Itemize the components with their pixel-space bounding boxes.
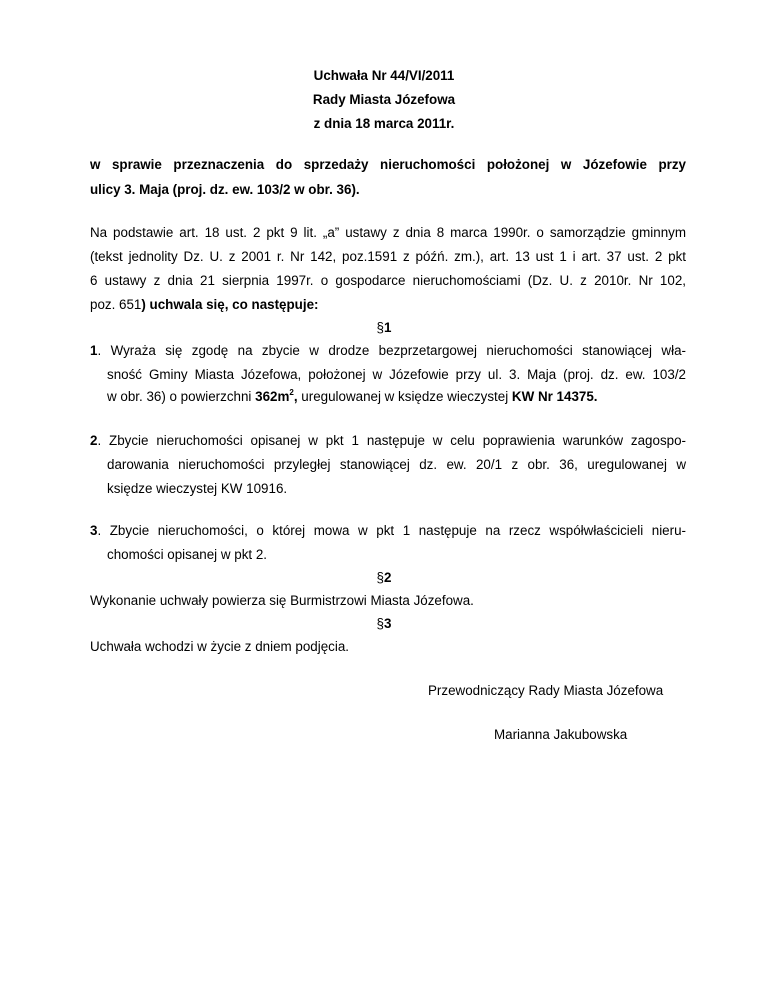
signatory-title: Przewodniczący Rady Miasta Józefowa: [428, 683, 664, 698]
enacting-clause: ) uchwala się, co następuje:: [141, 297, 319, 312]
point-1-line-2: sność Gminy Miasta Józefowa, położonej w Józefowie przy ul. 3. Maja (proj. dz. ew. 103/2: [107, 367, 686, 382]
land-register-number: KW Nr 14375.: [511, 389, 598, 404]
section-3-text: Uchwała wchodzi w życie z dniem podjęcia.: [90, 639, 349, 654]
section-number: 1: [384, 320, 392, 335]
council-name: Rady Miasta Józefowa: [312, 92, 456, 107]
section-symbol: §: [376, 570, 384, 585]
point-2-line-2: darowania nieruchomości przyległej stanowiącej dz. ew. 20/1 z obr. 36, uregulowanej w: [107, 457, 686, 472]
point-2-line-1: 2. Zbycie nieruchomości opisanej w pkt 1 następuje w celu poprawienia warunków zagospo-: [90, 433, 686, 448]
subject-line-2: ulicy 3. Maja (proj. dz. ew. 103/2 w obr. 36).: [90, 182, 360, 197]
subject-line-1: w sprawie przeznaczenia do sprzedaży nieruchomości położonej w Józefowie przy: [90, 157, 686, 172]
preamble-line-4: [90, 297, 318, 312]
section-symbol: §: [376, 320, 384, 335]
section-3-heading: [0, 616, 768, 631]
point-number: 3: [90, 523, 98, 538]
section-2-heading: [0, 570, 768, 585]
area-value: $362m^2$,: [255, 388, 298, 404]
section-symbol: §: [376, 616, 384, 631]
preamble-line-1: Na podstawie art. 18 ust. 2 pkt 9 lit. „a” ustawy z dnia 8 marca 1990r. o samorządzie gminnym: [90, 225, 686, 240]
section-1-heading: [0, 320, 768, 335]
preamble-reference: poz. 651: [90, 297, 142, 312]
preamble-line-2: (tekst jednolity Dz. U. z 2001 r. Nr 142, poz.1591 z późń. zm.), art. 13 ust 1 i art. 37 ust. 2 pkt: [90, 249, 686, 264]
signatory-name: Marianna Jakubowska: [494, 727, 628, 742]
point-number: 2: [90, 433, 98, 448]
resolution-number: Uchwała Nr 44/VI/2011: [313, 68, 455, 83]
point-number: 1: [90, 343, 98, 358]
section-2-text: Wykonanie uchwały powierza się Burmistrzowi Miasta Józefowa.: [90, 593, 474, 608]
point-3-line-2: chomości opisanej w pkt 2.: [107, 547, 268, 562]
section-number: 2: [384, 570, 392, 585]
point-2-line-3: księdze wieczystej KW 10916.: [107, 481, 288, 496]
point-1-line-3: w obr. 36) o powierzchni $362m^2$, uregulowanej w księdze wieczystej KW Nr 14375.: [107, 388, 598, 404]
point-3-line-1: 3. Zbycie nieruchomości, o której mowa w pkt 1 następuje na rzecz współwłaścicieli nieru-: [90, 523, 686, 538]
preamble-line-3: 6 ustawy z dnia 21 sierpnia 1997r. o gospodarce nieruchomościami (Dz. U. z 2010r. Nr 102,: [90, 273, 686, 288]
resolution-date: z dnia 18 marca 2011r.: [313, 116, 455, 131]
point-1-line-1: 1. Wyraża się zgodę na zbycie w drodze bezprzetargowej nieruchomości stanowiącej wła-: [90, 343, 686, 358]
section-number: 3: [384, 616, 392, 631]
